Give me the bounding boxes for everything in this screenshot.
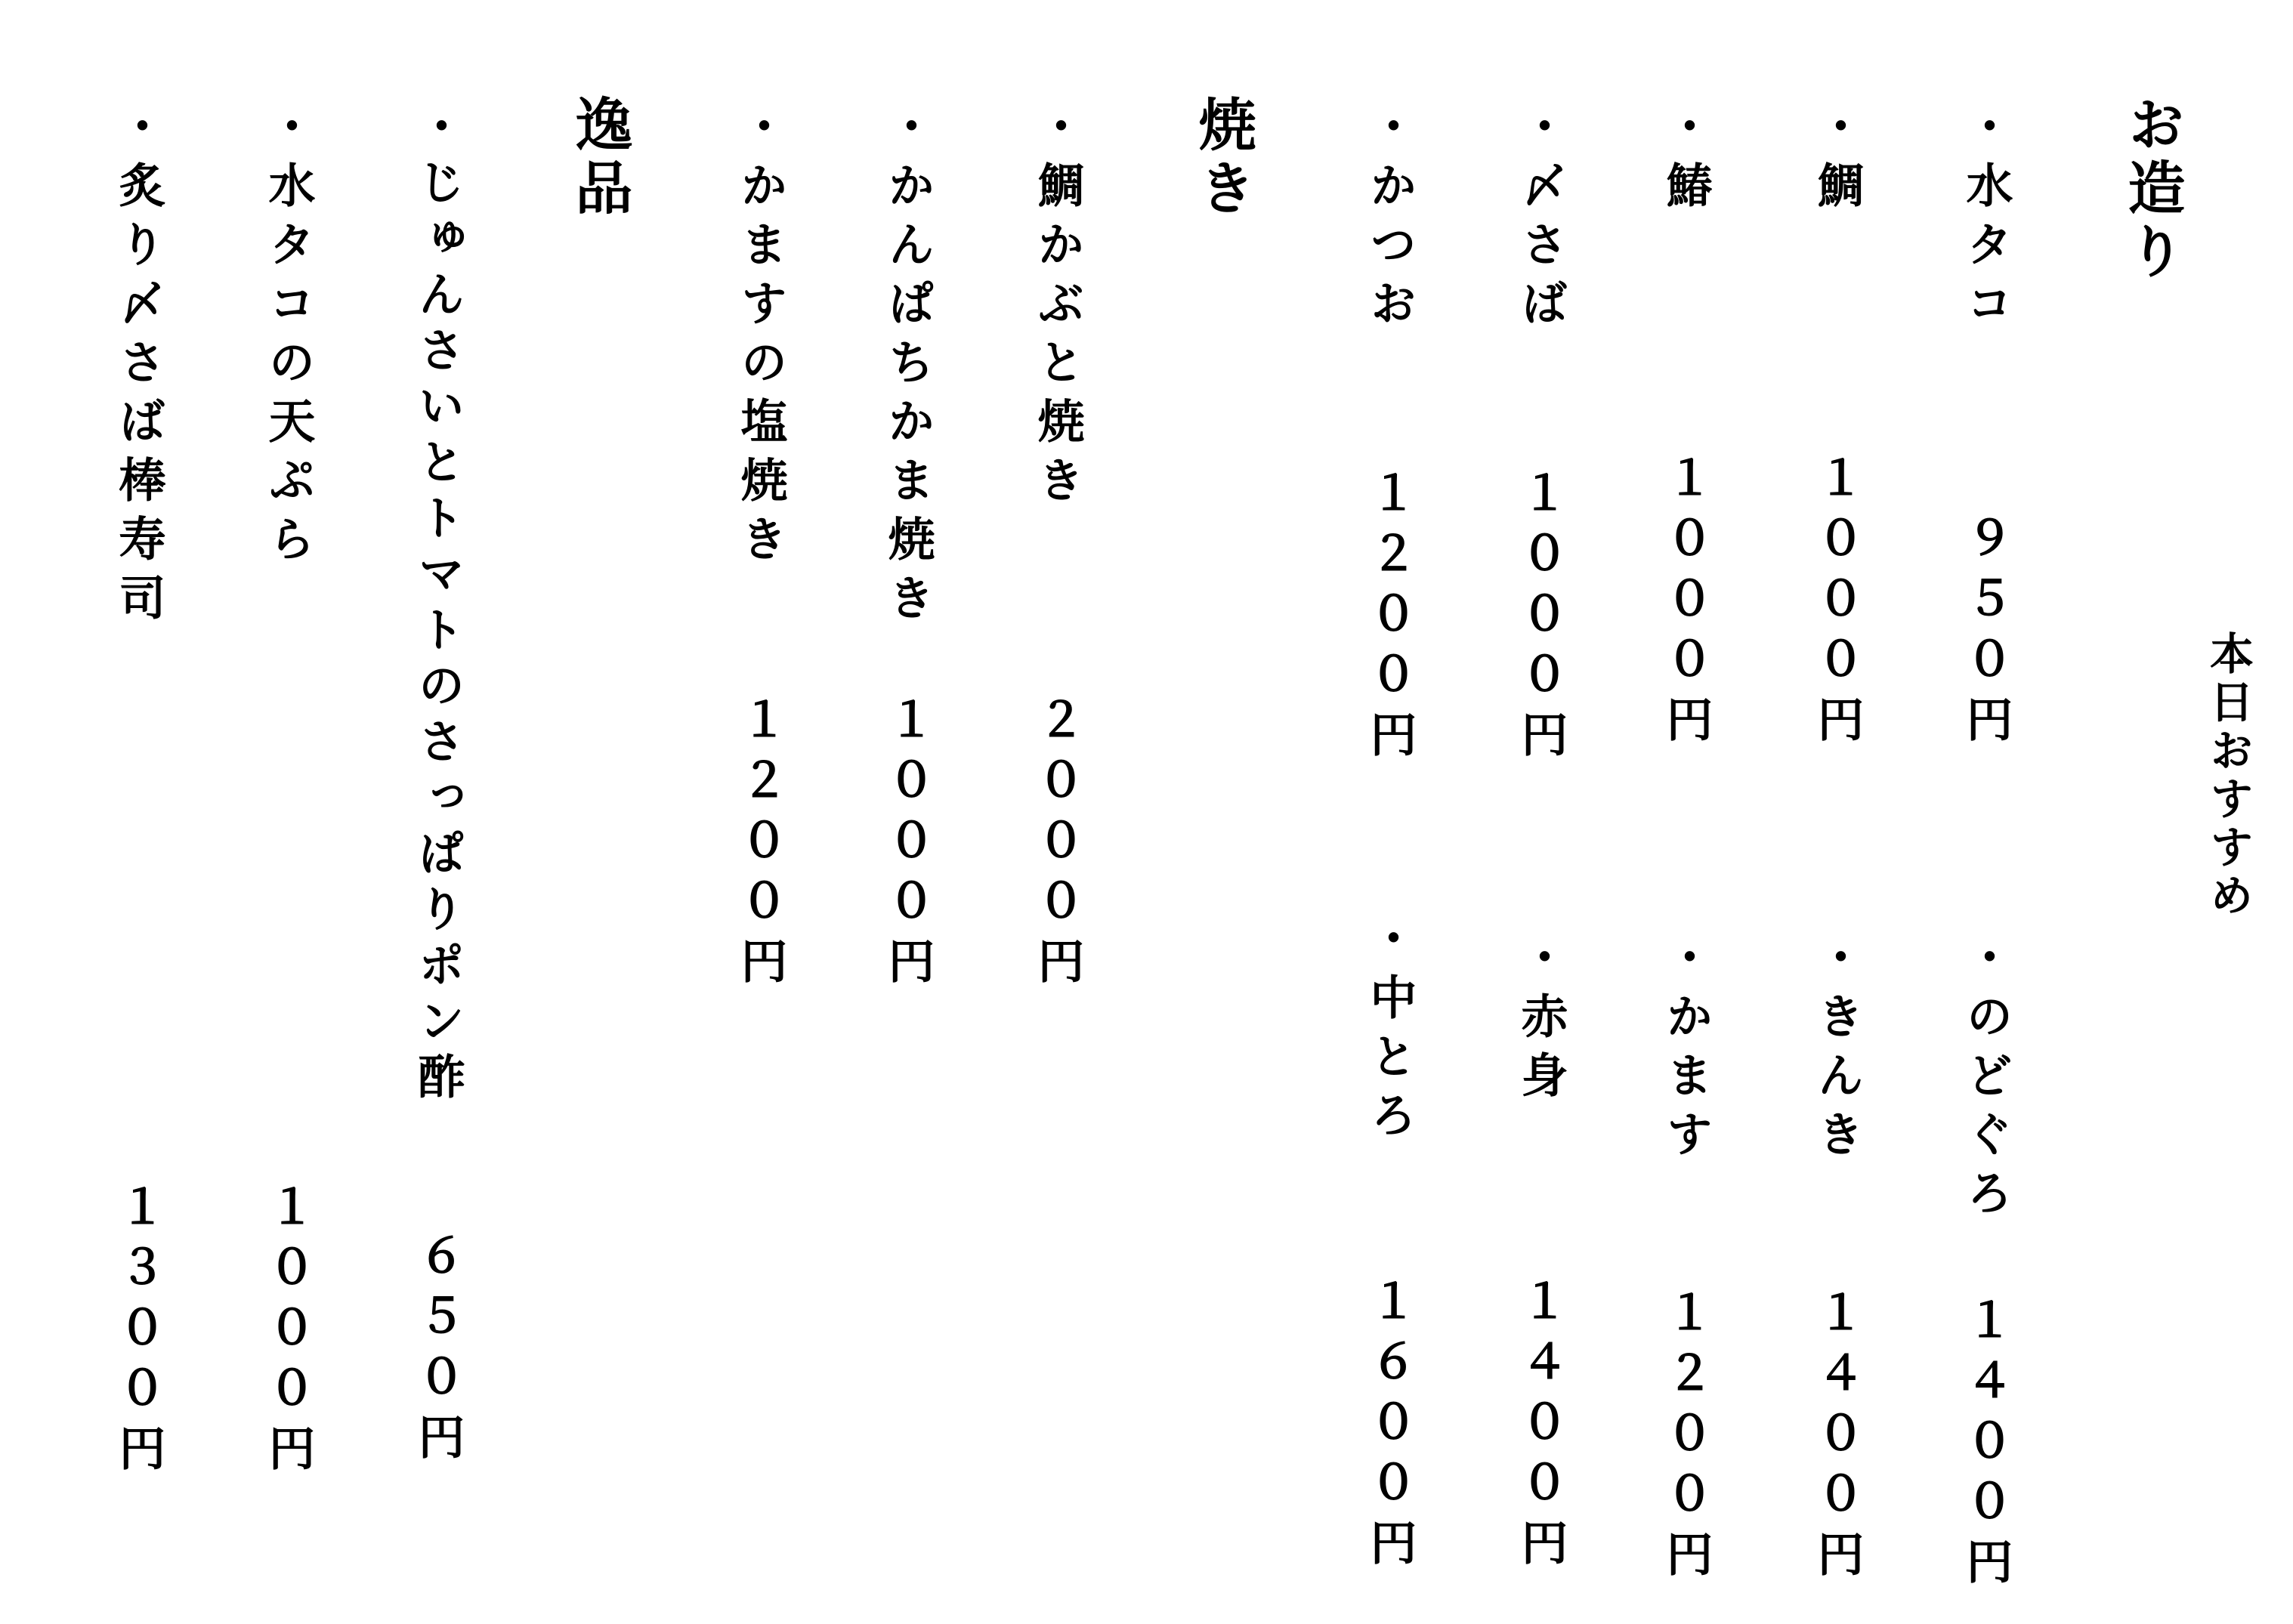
section-heading-yaki: 焼き <box>1189 94 1256 221</box>
menu-item-price: １２００円 <box>1658 1288 1714 1590</box>
menu-item-price: １０００円 <box>1809 453 1865 755</box>
menu-item-name: ・きんき <box>1809 933 1865 1169</box>
menu-item-price: １０００円 <box>1658 453 1714 755</box>
menu-item-price: １４００円 <box>1958 1295 2013 1598</box>
section-heading-ippin: 逸品 <box>566 94 633 221</box>
menu-item-price: ６５０円 <box>410 1231 465 1473</box>
menu-item-name: ・中とろ <box>1362 914 1417 1150</box>
menu-item-name: ・かます <box>1658 933 1714 1169</box>
menu-item-name: ・かますの塩焼き <box>733 102 788 573</box>
menu-item-price: １２００円 <box>733 695 788 997</box>
menu-item-name: ・鯛かぶと焼き <box>1030 102 1085 514</box>
menu-item-name: ・鰆 <box>1658 102 1714 220</box>
menu-item-price: １３００円 <box>111 1182 166 1484</box>
menu-item-name: ・のどぐろ <box>1958 933 2013 1227</box>
menu-item-price: １０００円 <box>1513 468 1568 770</box>
menu-item-price: １４００円 <box>1809 1288 1865 1590</box>
menu-item-name: ・炙り〆さば棒寿司 <box>111 102 166 632</box>
menu-item-name: ・赤身 <box>1513 933 1568 1110</box>
menu-subtitle: 本日おすすめ <box>2202 631 2254 921</box>
menu-item-name: ・水タコの天ぷら <box>261 102 316 573</box>
menu-item-price: １２００円 <box>1362 468 1417 770</box>
menu-item-price: １４００円 <box>1513 1277 1568 1579</box>
menu-item-name: ・水タコ <box>1958 102 2013 338</box>
menu-item-price: １６００円 <box>1362 1277 1417 1579</box>
menu-item-name: ・かんぱちかま焼き <box>880 102 935 632</box>
section-heading-otsukuri: お造り <box>2118 94 2186 285</box>
menu-item-price: １０００円 <box>261 1182 316 1484</box>
menu-item-name: ・かつお <box>1362 102 1417 338</box>
menu-item-price: ２０００円 <box>1030 695 1085 997</box>
menu-item-name: ・じゅんさいとトマトのさっぱりポン酢 <box>410 102 465 1108</box>
menu-item-name: ・〆さば <box>1513 102 1568 338</box>
menu-item-price: ９５０円 <box>1958 514 2013 755</box>
menu-item-price: １０００円 <box>880 695 935 997</box>
menu-item-name: ・鯛 <box>1809 102 1865 220</box>
